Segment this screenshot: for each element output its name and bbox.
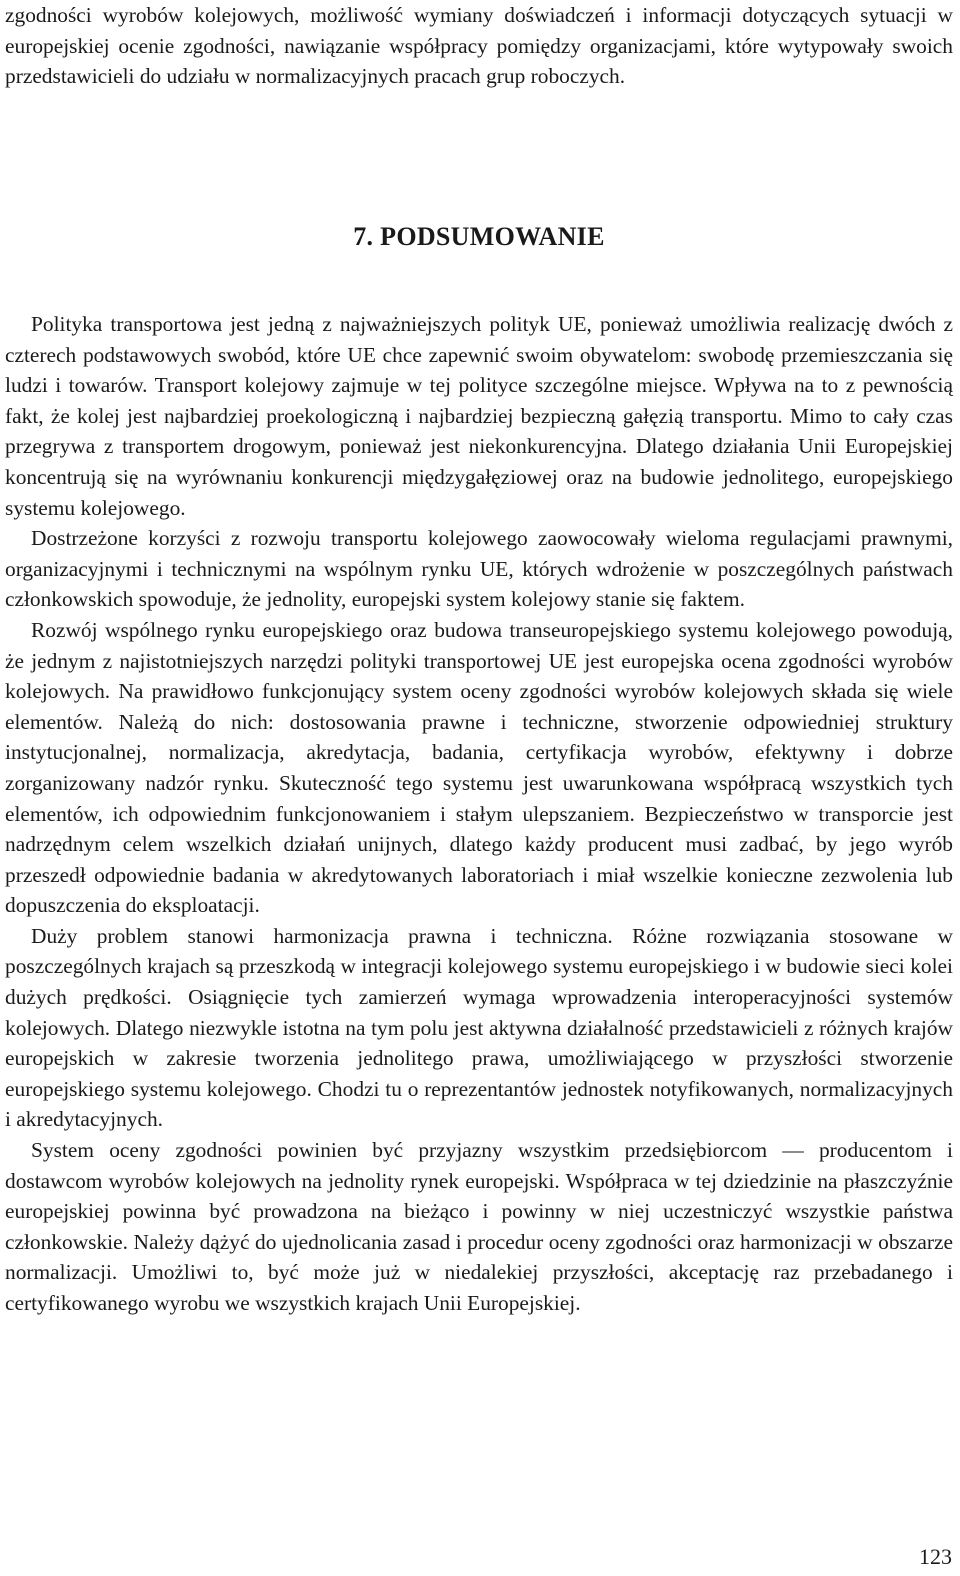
paragraph: System oceny zgodności powinien być przyjazny wszystkim przedsiębiorcom — producentom i dostawcom wyrobów kolejowych na jednolity rynek europejski. Współpraca w tej dziedzinie na płaszczyźnie europejskiej powinna być prowadzona na bieżąco i powinny w niej uczestniczyć wszystkie państwa członkowskie. Należy dążyć do ujednolicania zasad i procedur oceny zgodności oraz harmonizacji w obszarze normalizacji. Umożliwi to, być może już w niedalekiej przyszłości, akceptację raz przebadanego i certyfikowanego wyrobu we wszystkich krajach Unii Europejskiej. (5, 1138, 953, 1315)
section-heading: 7. PODSUMOWANIE (353, 222, 605, 251)
page-number: 123 (919, 1544, 952, 1569)
paragraph: Rozwój wspólnego rynku europejskiego oraz budowa transeuropejskiego systemu kolejowego powodują, że jednym z najistotniejszych narzędzi polityki transportowej UE jest europejska ocena zgodności wyrobów kolejowych. Na prawidłowo funkcjonujący system oceny zgodności wyrobów kolejowych składa się wiele elementów. Należą do nich: dostosowania prawne i techniczne, stworzenie odpowiedniej struktury instytucjonalnej, normalizacja, akredytacja, badania, certyfikacja wyrobów, efektywny i dobrze zorganizowany nadzór rynku. Skuteczność tego systemu jest uwarunkowana współpracą wszystkich tych elementów, ich odpowiednim funkcjonowaniem i stałym ulepszaniem. Bezpieczeństwo w transporcie jest nadrzędnym celem wszelkich działań unijnych, dlatego każdy producent musi zadbać, by jego wyrób przeszedł odpowiednie badania w akredytowanych laboratoriach i miał wszelkie konieczne zezwolenia lub dopuszczenia do eksploatacji. (5, 617, 953, 918)
paragraph: Polityka transportowa jest jedną z najważniejszych polityk UE, ponieważ umożliwia realizację dwóch z czterech podstawowych swobód, które UE chce zapewnić swoim obywatelom: swobodę przemieszczania się ludzi i towarów. Transport kolejowy zajmuje w tej polityce szczególne miejsce. Wpływa na to z pewnością fakt, że kolej jest najbardziej proekologiczną i najbardziej bezpieczną gałęzią transportu. Mimo to cały czas przegrywa z transportem drogowym, ponieważ jest niekonkurencyjna. Dlatego działania Unii Europejskiej koncentrują się na wyrównaniu konkurencji międzygałęziowej oraz na budowie jednolitego, europejskiego systemu kolejowego. (5, 312, 953, 520)
section-body (5, 309, 953, 1319)
continued-paragraph-text: zgodności wyrobów kolejowych, możliwość wymiany doświadczeń i informacji dotyczących sytuacji w europejskiej ocenie zgodności, nawiązanie współpracy pomiędzy organizacjami, które wytypowały swoich przedstawicieli do udziału w normalizacyjnych pracach grup roboczych. (5, 3, 953, 89)
paragraph: Duży problem stanowi harmonizacja prawna i techniczna. Różne rozwiązania stosowane w poszczególnych krajach są przeszkodą w integracji kolejowego systemu europejskiego i w budowie sieci kolei dużych prędkości. Osiągnięcie tych zamierzeń wymaga wprowadzenia interoperacyjności systemów kolejowych. Dlatego niezwykle istotna na tym polu jest aktywna działalność przedstawicieli z różnych krajów europejskich w zakresie tworzenia jednolitego prawa, umożliwiającego w przyszłości stworzenie europejskiego systemu kolejowego. Chodzi tu o reprezentantów jednostek notyfikowanych, normalizacyjnych i akredytacyjnych. (5, 923, 953, 1132)
continued-paragraph (5, 0, 953, 92)
paragraph: Dostrzeżone korzyści z rozwoju transportu kolejowego zaowocowały wieloma regulacjami prawnymi, organizacyjnymi i technicznymi na wspólnym rynku UE, których wdrożenie w poszczególnych państwach członkowskich spowoduje, że jednolity, europejski system kolejowy stanie się faktem. (5, 526, 953, 612)
